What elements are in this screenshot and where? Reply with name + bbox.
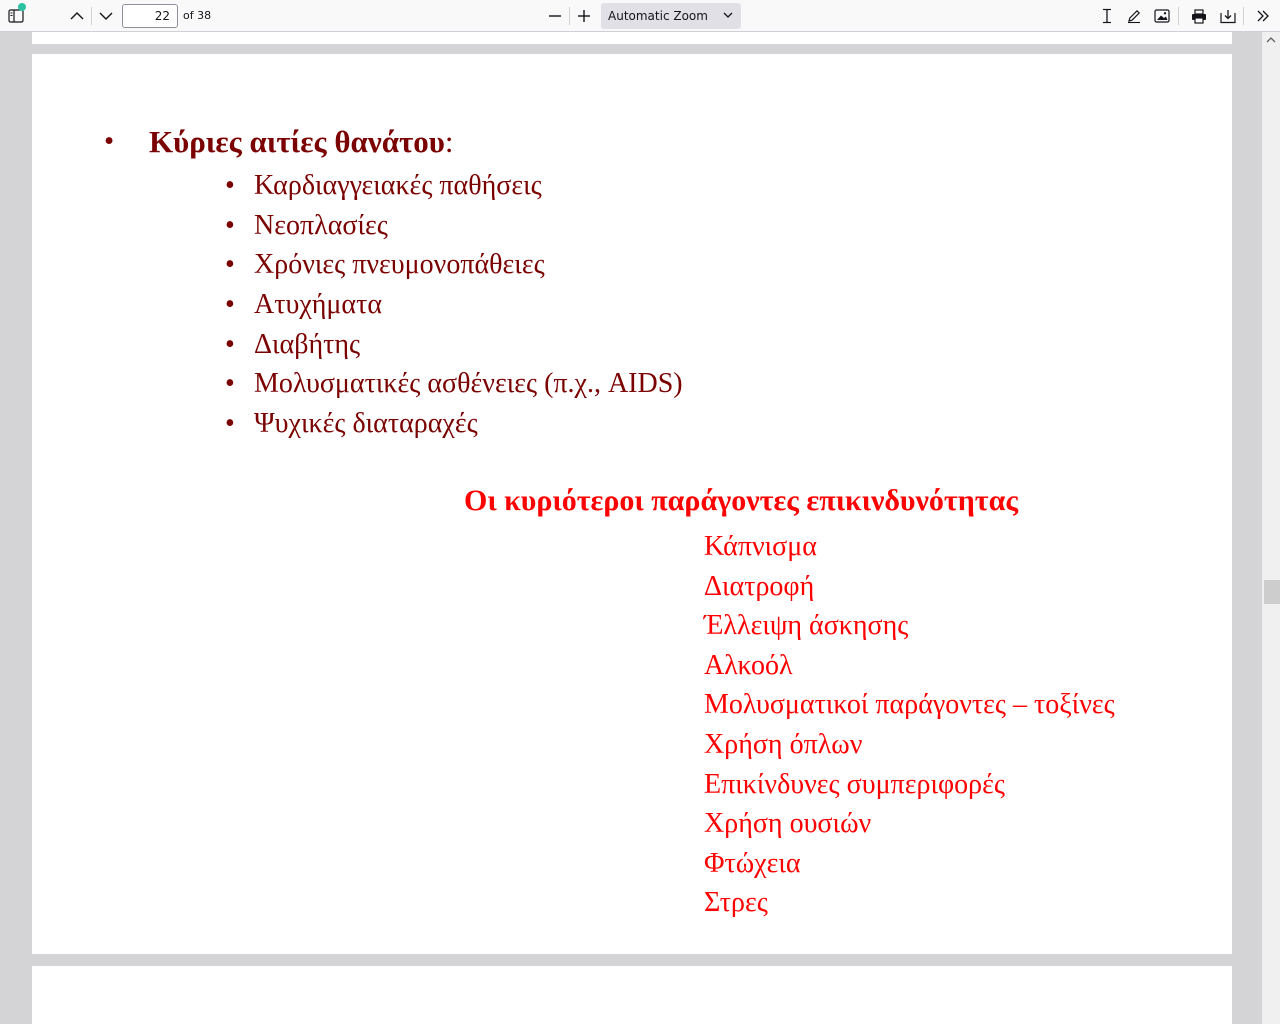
list-item [225, 285, 683, 325]
list-item [225, 325, 683, 365]
text-select-button[interactable] [1094, 4, 1120, 28]
cause-text: Ατυχήματα [254, 289, 383, 321]
add-image-button[interactable] [1149, 4, 1175, 28]
list-item [225, 245, 683, 285]
download-icon [1220, 9, 1236, 24]
risk-factors-list [704, 527, 1115, 923]
cause-text: Διαβήτης [254, 328, 361, 360]
list-item: Χρήση όπλων [704, 728, 863, 760]
pencil-icon [1126, 8, 1142, 24]
sidebar-icon [8, 9, 24, 23]
scrollbar-thumb[interactable] [1264, 580, 1280, 604]
list-item: Χρήση ουσιών [704, 808, 872, 840]
next-page-button[interactable] [93, 4, 119, 28]
bullet-icon: • [104, 125, 115, 157]
printer-icon [1191, 9, 1207, 24]
list-item [225, 364, 683, 404]
pdf-page-current [32, 54, 1232, 954]
list-item: Αλκοόλ [704, 649, 793, 681]
toolbar-divider [1243, 7, 1244, 25]
bullet-icon: • [225, 328, 235, 360]
list-item: Κάπνισμα [704, 531, 817, 562]
save-button[interactable] [1215, 4, 1241, 28]
print-button[interactable] [1186, 4, 1212, 28]
zoom-in-button[interactable] [571, 4, 597, 28]
cause-text: Χρόνιες πνευμονοπάθειες [254, 249, 545, 281]
bullet-icon: • [225, 368, 235, 400]
list-item: Στρες [704, 887, 768, 919]
list-item: Έλλειψη άσκησης [704, 610, 909, 642]
bullet-icon: • [225, 170, 235, 201]
page-number-input[interactable] [122, 4, 178, 28]
double-chevron-right-icon [1256, 10, 1270, 22]
minus-icon [548, 9, 562, 23]
list-item: Διατροφή [704, 570, 815, 602]
page-count-label: of 38 [183, 9, 212, 22]
list-item [225, 206, 683, 246]
previous-page-button[interactable] [64, 4, 90, 28]
zoom-select[interactable] [601, 3, 741, 29]
document-viewer[interactable] [0, 32, 1262, 1024]
toolbar-divider [1178, 7, 1179, 25]
toolbar-divider [569, 7, 570, 25]
risk-factors-heading: Οι κυριότεροι παράγοντες επικινδυνότητας [464, 484, 1018, 517]
chevron-down-icon [723, 12, 733, 19]
list-item: Μολυσματικοί παράγοντες – τοξίνες [704, 689, 1115, 721]
pdf-toolbar [0, 0, 1280, 32]
cause-text: Καρδιαγγειακές παθήσεις [254, 170, 542, 201]
scroll-up-icon[interactable] [1266, 36, 1276, 44]
list-item: Επικίνδυνες συμπεριφορές [704, 768, 1005, 800]
text-cursor-icon [1101, 8, 1113, 24]
causes-heading [149, 124, 454, 160]
pdf-page-previous [32, 32, 1232, 44]
bullet-icon: • [225, 249, 235, 281]
notification-dot-icon [18, 3, 26, 11]
bullet-icon: • [225, 289, 235, 321]
causes-heading-text: Κύριες αιτίες θανάτου [149, 124, 445, 159]
zoom-out-button[interactable] [542, 4, 568, 28]
chevron-down-icon [99, 11, 113, 21]
bullet-icon: • [225, 408, 235, 440]
list-item: Φτώχεια [704, 847, 801, 879]
cause-text: Νεοπλασίες [254, 209, 388, 241]
cause-text: Ψυχικές διαταραχές [254, 408, 478, 440]
draw-button[interactable] [1121, 4, 1147, 28]
toolbar-divider [91, 7, 92, 25]
vertical-scrollbar[interactable] [1262, 32, 1280, 1024]
chevron-up-icon [70, 11, 84, 21]
plus-icon [577, 9, 591, 23]
pdf-page-next [32, 966, 1232, 1024]
causes-heading-colon: : [444, 124, 454, 159]
list-item [225, 166, 683, 206]
image-icon [1154, 9, 1170, 23]
causes-list [225, 166, 683, 444]
zoom-select-value: Automatic Zoom [608, 9, 708, 23]
list-item [225, 404, 683, 444]
cause-text: Μολυσματικές ασθένειες (π.χ., AIDS) [254, 368, 683, 400]
tools-menu-button[interactable] [1250, 4, 1276, 28]
bullet-icon: • [225, 209, 235, 241]
